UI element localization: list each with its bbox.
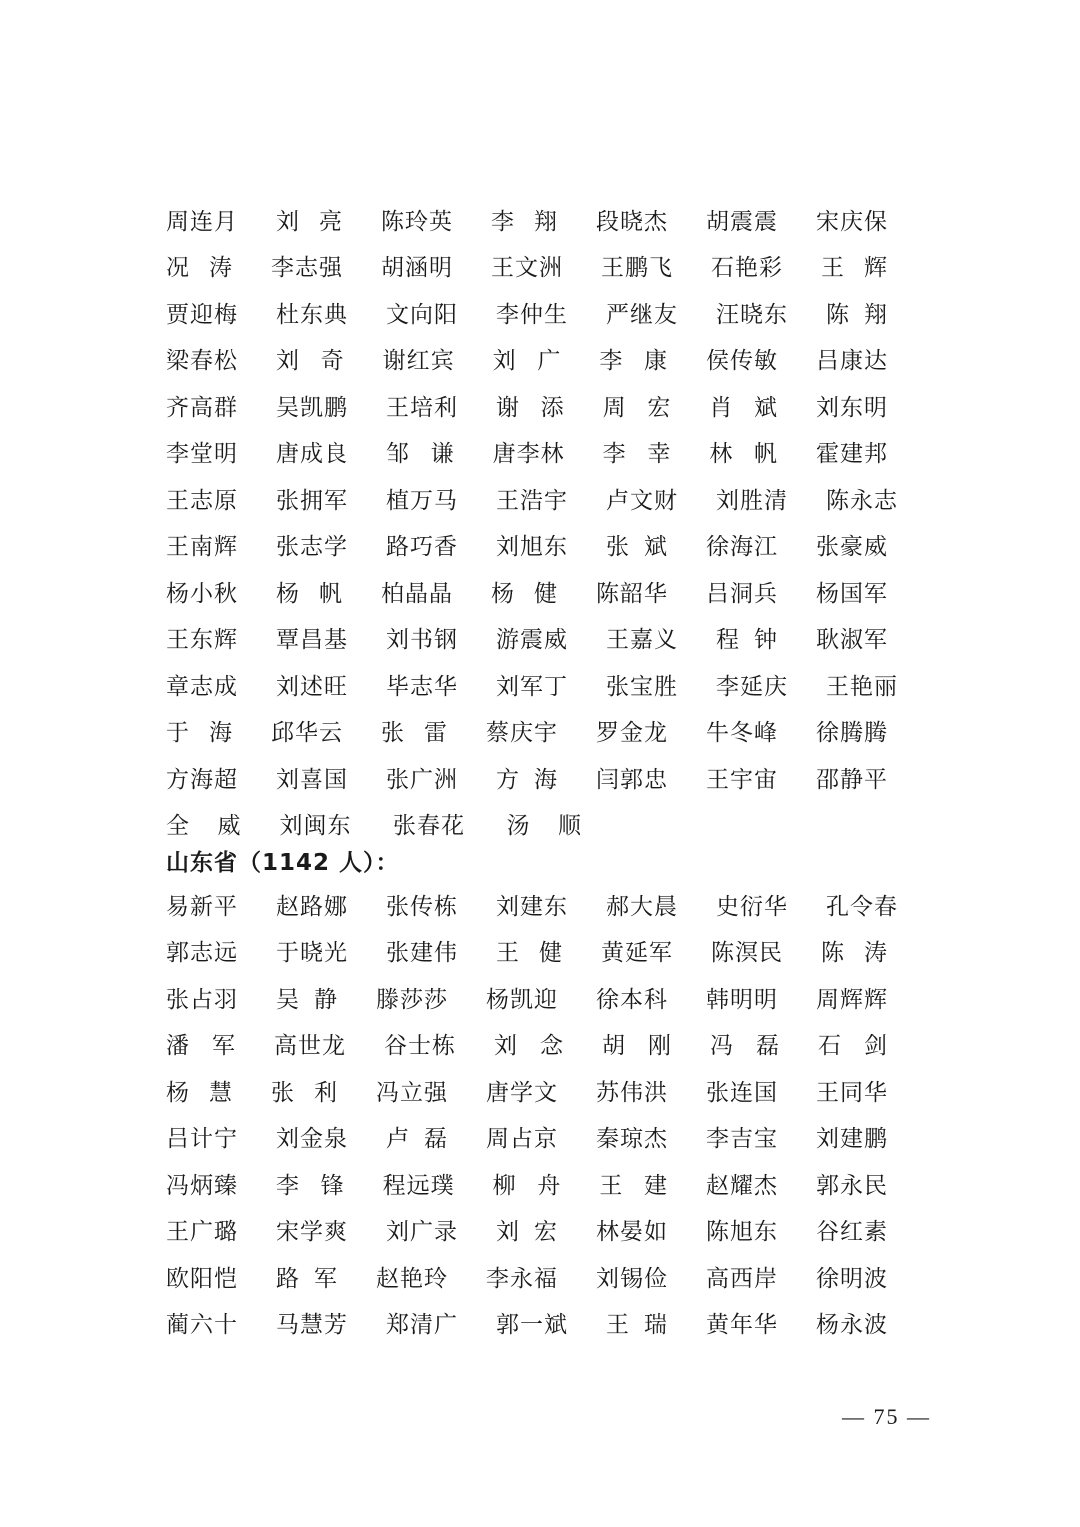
person-name: 程远璞	[382, 1172, 455, 1199]
person-name: 李吉宝	[706, 1126, 778, 1153]
person-name: 刘述旺	[276, 673, 348, 700]
person-name: 路 军	[276, 1265, 338, 1292]
person-name: 刘 宏	[496, 1219, 558, 1246]
person-name: 赵路娜	[276, 893, 348, 920]
name-row	[166, 801, 926, 848]
person-name: 郭志远	[166, 940, 238, 967]
person-name: 李志强	[271, 255, 343, 282]
person-name: 王 瑞	[606, 1312, 668, 1339]
person-name: 秦琼杰	[596, 1126, 668, 1153]
person-name: 段晓杰	[596, 208, 668, 235]
person-name: 欧阳恺	[166, 1265, 238, 1292]
person-name: 罗金龙	[596, 720, 668, 747]
person-name: 陈 翔	[826, 301, 888, 328]
name-row	[166, 1207, 926, 1254]
name-row	[166, 1114, 926, 1161]
name-row	[166, 429, 926, 476]
person-name: 石 剑	[818, 1033, 888, 1060]
person-name: 赵艳玲	[376, 1265, 448, 1292]
person-name: 李堂明	[166, 441, 238, 468]
person-name: 谢红宾	[382, 348, 455, 375]
person-name: 游震威	[496, 627, 568, 654]
person-name: 王 建	[599, 1172, 669, 1199]
name-row	[166, 1067, 926, 1114]
person-name: 陈韶华	[596, 580, 668, 607]
person-name: 柳 舟	[492, 1172, 562, 1199]
person-name: 覃昌基	[276, 627, 348, 654]
person-name: 赵耀杰	[706, 1172, 779, 1199]
name-row	[166, 568, 926, 615]
person-name: 路巧香	[386, 534, 458, 561]
person-name: 于 海	[166, 720, 233, 747]
person-name: 杨凯迎	[486, 986, 558, 1013]
person-name: 毕志华	[386, 673, 458, 700]
person-name: 刘书钢	[386, 627, 458, 654]
person-name: 徐腾腾	[816, 720, 888, 747]
person-name: 卢文财	[606, 487, 678, 514]
person-name: 刘喜国	[276, 766, 348, 793]
person-name: 吴 静	[276, 986, 338, 1013]
person-name: 杨 慧	[166, 1079, 233, 1106]
name-row	[166, 1300, 926, 1347]
person-name: 高世龙	[274, 1033, 346, 1060]
person-name: 文向阳	[386, 301, 458, 328]
person-name: 刘锡俭	[596, 1265, 668, 1292]
person-name: 胡涵明	[381, 255, 453, 282]
person-name: 严继友	[606, 301, 678, 328]
person-name: 刘 广	[492, 348, 562, 375]
person-name: 王同华	[816, 1079, 888, 1106]
person-name: 张占羽	[166, 986, 238, 1013]
person-name: 唐李林	[492, 441, 565, 468]
name-row	[166, 243, 926, 290]
person-name: 方海超	[166, 766, 238, 793]
person-name: 章志成	[166, 673, 238, 700]
name-row	[166, 661, 926, 708]
person-name: 肖 斌	[709, 394, 779, 421]
person-name: 程 钟	[716, 627, 778, 654]
person-name: 李 康	[599, 348, 669, 375]
person-name: 杨永波	[816, 1312, 888, 1339]
person-name: 张连国	[706, 1079, 778, 1106]
person-name: 张 斌	[606, 534, 668, 561]
person-name: 冯 磊	[710, 1033, 780, 1060]
person-name: 王艳丽	[826, 673, 898, 700]
person-name: 吕康达	[816, 348, 889, 375]
person-name: 牛冬峰	[706, 720, 778, 747]
person-name: 黄延军	[601, 940, 673, 967]
person-name: 王培利	[386, 394, 458, 421]
name-row	[166, 881, 926, 928]
person-name: 王 辉	[821, 255, 888, 282]
person-name: 刘胜清	[716, 487, 788, 514]
person-name: 滕莎莎	[376, 986, 448, 1013]
person-name: 易新平	[166, 893, 238, 920]
name-row	[166, 1021, 926, 1068]
person-name: 宋学爽	[276, 1219, 348, 1246]
name-row	[166, 1160, 926, 1207]
person-name: 王南辉	[166, 534, 238, 561]
person-name: 王文洲	[491, 255, 563, 282]
person-name: 张宝胜	[606, 673, 678, 700]
name-row	[166, 754, 926, 801]
person-name: 李延庆	[716, 673, 788, 700]
name-row	[166, 196, 926, 243]
person-name: 于晓光	[276, 940, 348, 967]
person-name: 柏晶晶	[381, 580, 453, 607]
person-name: 侯传敏	[706, 348, 779, 375]
person-name: 齐高群	[166, 394, 238, 421]
person-name: 谷红素	[816, 1219, 888, 1246]
person-name: 马慧芳	[276, 1312, 348, 1339]
person-name: 王浩宇	[496, 487, 568, 514]
person-name: 韩明明	[706, 986, 778, 1013]
person-name: 郭永民	[816, 1172, 889, 1199]
person-name: 贾迎梅	[166, 301, 238, 328]
person-name: 周连月	[166, 208, 238, 235]
person-name: 张春花	[393, 813, 465, 840]
person-name: 刘东明	[816, 394, 889, 421]
person-name: 蔡庆宇	[486, 720, 558, 747]
name-row	[166, 475, 926, 522]
name-row	[166, 382, 926, 429]
person-name: 黄年华	[706, 1312, 778, 1339]
person-name: 杨国军	[816, 580, 888, 607]
person-name: 方 海	[496, 766, 558, 793]
person-name: 杜东典	[276, 301, 348, 328]
person-name: 杨小秋	[166, 580, 238, 607]
person-name: 胡震震	[706, 208, 778, 235]
person-name: 李 幸	[602, 441, 672, 468]
name-row	[166, 708, 926, 755]
person-name: 王 健	[496, 940, 563, 967]
person-name: 蔺六十	[166, 1312, 238, 1339]
person-name: 李仲生	[496, 301, 568, 328]
person-name: 王嘉义	[606, 627, 678, 654]
person-name: 陈玲英	[381, 208, 453, 235]
person-name: 唐学文	[486, 1079, 558, 1106]
person-name: 胡 刚	[602, 1033, 672, 1060]
person-name: 况 涛	[166, 255, 233, 282]
person-name: 杨 健	[491, 580, 558, 607]
person-name: 谷士栋	[384, 1033, 456, 1060]
person-name: 吴凯鹏	[276, 394, 348, 421]
person-name: 霍建邦	[816, 441, 889, 468]
person-name: 植万马	[386, 487, 458, 514]
person-name: 李 锋	[276, 1172, 345, 1199]
person-name: 陈溟民	[711, 940, 783, 967]
person-name: 徐本科	[596, 986, 668, 1013]
person-name: 冯炳臻	[166, 1172, 238, 1199]
name-row	[166, 974, 926, 1021]
person-name: 宋庆保	[816, 208, 888, 235]
name-list-shandong	[166, 881, 926, 1346]
person-name: 张建伟	[386, 940, 458, 967]
person-name: 高西岸	[706, 1265, 778, 1292]
person-name: 石艳彩	[711, 255, 783, 282]
person-name: 郑清广	[386, 1312, 458, 1339]
person-name: 史衍华	[716, 893, 788, 920]
person-name: 冯立强	[376, 1079, 448, 1106]
person-name: 邱华云	[271, 720, 343, 747]
person-name: 唐成良	[276, 441, 348, 468]
person-name: 刘建东	[496, 893, 568, 920]
person-name: 刘闽东	[279, 813, 352, 840]
person-name: 邵静平	[816, 766, 888, 793]
person-name: 苏伟洪	[596, 1079, 668, 1106]
name-row	[166, 522, 926, 569]
person-name: 邹 谦	[386, 441, 455, 468]
person-name: 徐海江	[706, 534, 778, 561]
person-name: 刘军丁	[496, 673, 568, 700]
person-name: 汪晓东	[716, 301, 788, 328]
person-name: 张豪威	[816, 534, 888, 561]
person-name: 王宇宙	[706, 766, 778, 793]
person-name: 陈旭东	[706, 1219, 778, 1246]
person-name: 陈永志	[826, 487, 898, 514]
person-name: 吕洞兵	[706, 580, 778, 607]
person-name: 张 利	[271, 1079, 338, 1106]
person-name: 周 宏	[602, 394, 672, 421]
person-name: 刘建鹏	[816, 1126, 888, 1153]
person-name: 闫郭忠	[596, 766, 668, 793]
person-name: 刘 奇	[276, 348, 345, 375]
person-name: 李永福	[486, 1265, 558, 1292]
person-name: 王鹏飞	[601, 255, 673, 282]
person-name: 郝大晨	[606, 893, 678, 920]
section-heading-shandong: 山东省（1142 人）：	[166, 850, 400, 876]
person-name: 徐明波	[816, 1265, 888, 1292]
name-row	[166, 928, 926, 975]
name-row	[166, 1253, 926, 1300]
person-name: 张传栋	[386, 893, 458, 920]
person-name: 刘金泉	[276, 1126, 348, 1153]
person-name: 王志原	[166, 487, 238, 514]
person-name: 耿淑军	[816, 627, 888, 654]
person-name: 张拥军	[276, 487, 348, 514]
person-name: 刘广录	[386, 1219, 458, 1246]
person-name: 刘 亮	[276, 208, 343, 235]
person-name: 谢 添	[496, 394, 565, 421]
person-name: 张广洲	[386, 766, 458, 793]
person-name: 梁春松	[166, 348, 238, 375]
page-number: — 75 —	[842, 1404, 931, 1429]
person-name: 张 雷	[381, 720, 448, 747]
person-name: 杨 帆	[276, 580, 343, 607]
person-name: 王广璐	[166, 1219, 238, 1246]
person-name: 王东辉	[166, 627, 238, 654]
person-name: 张志学	[276, 534, 348, 561]
person-name: 郭一斌	[496, 1312, 568, 1339]
person-name: 李 翔	[491, 208, 558, 235]
person-name: 潘 军	[166, 1033, 236, 1060]
name-row	[166, 615, 926, 662]
person-name: 吕计宁	[166, 1126, 238, 1153]
person-name: 陈 涛	[821, 940, 888, 967]
person-name: 周辉辉	[816, 986, 888, 1013]
name-row	[166, 336, 926, 383]
person-name: 林晏如	[596, 1219, 668, 1246]
person-name: 周占京	[486, 1126, 558, 1153]
person-name: 卢 磊	[386, 1126, 448, 1153]
person-name: 刘 念	[494, 1033, 564, 1060]
person-name: 刘旭东	[496, 534, 568, 561]
name-row	[166, 289, 926, 336]
person-name: 全 威	[166, 813, 242, 840]
person-name: 林 帆	[709, 441, 779, 468]
person-name: 汤 顺	[506, 813, 582, 840]
person-name: 孔令春	[826, 893, 898, 920]
name-list-previous-province	[166, 196, 926, 847]
